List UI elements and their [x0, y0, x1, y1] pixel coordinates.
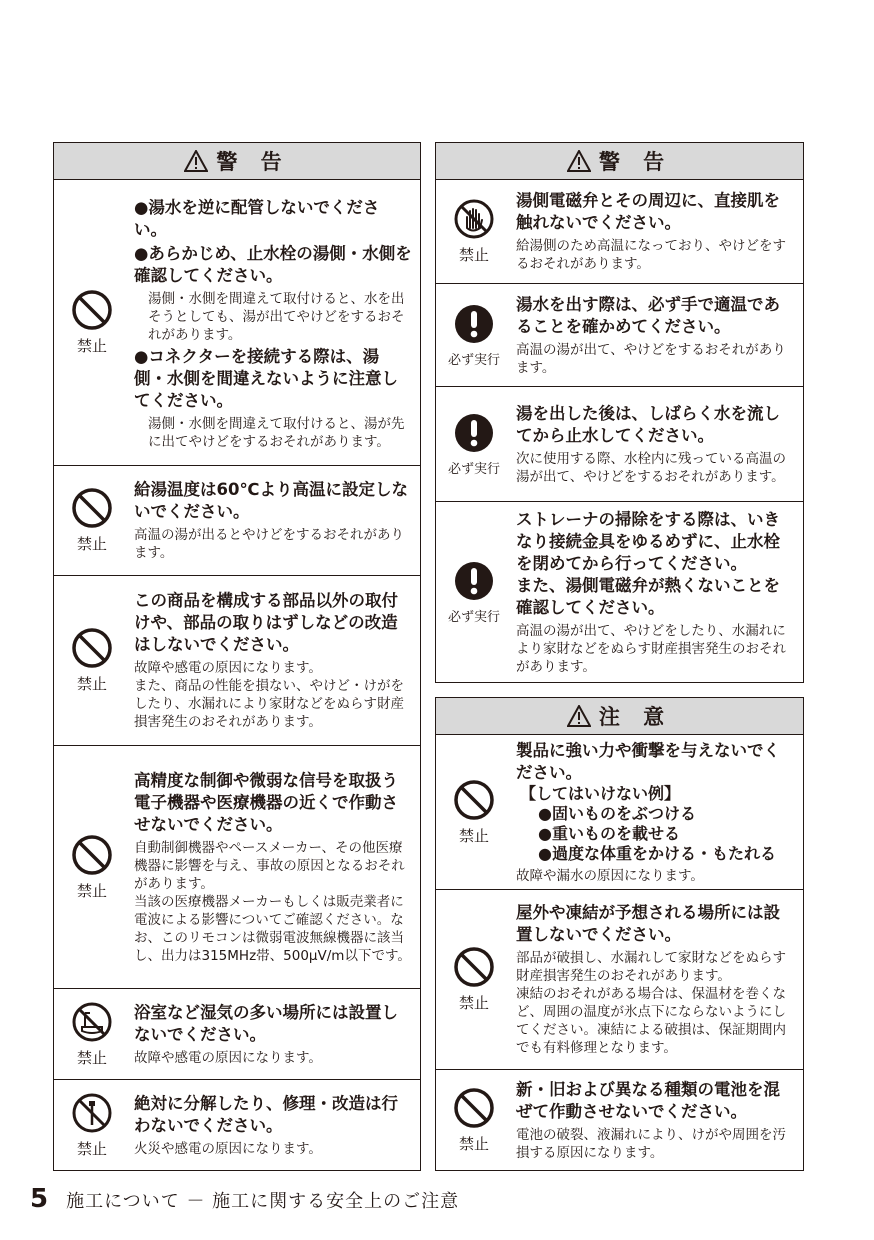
row-body: 高温の湯が出るとやけどをするおそれがあります。 [134, 527, 404, 561]
row-heading: 湯を出した後は、しばらく水を流してから止水してください。 [516, 403, 780, 445]
row-body: 故障や感電の原因になります。 また、商品の性能を損ない、やけど・けがをしたり、水漏れにより家財などをぬらす財産損害発生のおそれがあります。 [134, 660, 404, 730]
icon-cell [436, 180, 512, 283]
warning-row [54, 180, 420, 465]
no-touch-icon [453, 198, 495, 240]
prohibition-icon [71, 487, 113, 529]
row-heading: 新・旧および異なる種類の電池を混ぜて作動させないでください。 [516, 1079, 780, 1121]
prohibition-icon [453, 946, 495, 988]
row-body: 給湯側のため高温になっており、やけどをするおそれがあります。 [516, 238, 786, 272]
row-heading: ストレーナの掃除をする際は、いきなり接続金具をゆるめずに、止水栓を閉めてから行ってください。 また、湯側電磁弁が熱くないことを確認してください。 [516, 509, 780, 617]
text-cell [130, 1080, 420, 1170]
caution-triangle-icon [567, 705, 591, 727]
text-cell [130, 746, 420, 988]
icon-label: 禁止 [76, 675, 107, 693]
caution-row [436, 735, 803, 889]
warning-row [436, 386, 803, 501]
row-body: 部品が破損し、水漏れして家財などをぬらす財産損害発生のおそれがあります。 凍結のおそれがある場合は、保温材を巻くなど、周囲の温度が氷点下にならないようにしてください。凍結による破損は、保証期間内でも有料修理となります。 [516, 950, 786, 1056]
page-number: 5 [30, 1184, 49, 1214]
row-heading: 高精度な制御や微弱な信号を取扱う電子機器や医療機器の近くで作動させないでください。 [134, 770, 398, 834]
mandatory-action-icon [453, 303, 495, 345]
row-body: 火災や感電の原因になります。 [134, 1140, 322, 1157]
row-body: 電池の破裂、液漏れにより、けがや周囲を汚損する原因になります。 [516, 1126, 786, 1161]
icon-cell [436, 890, 512, 1069]
no-bathroom-install-icon [71, 1001, 113, 1043]
caution-row [436, 1069, 803, 1170]
warning-row [436, 283, 803, 386]
icon-cell [54, 466, 130, 575]
warning-box-left [53, 142, 421, 1171]
icon-label: 禁止 [458, 994, 489, 1012]
row-heading: この商品を構成する部品以外の取付けや、部品の取りはずしなどの改造はしないでください。 [134, 591, 398, 654]
row-body: 次に使用する際、水栓内に残っている高温の湯が出て、やけどをするおそれがあります。 [516, 450, 786, 485]
bullet-body: 湯側・水側を間違えて取付けると、湯が先に出てやけどをするおそれがあります。 [148, 415, 405, 450]
warning-header-text: 警 告 [216, 150, 290, 174]
icon-cell [54, 576, 130, 745]
example-item: ●固いものをぶつける [538, 803, 696, 823]
row-body: 高温の湯が出て、やけどをしたり、水漏れにより家財などをぬらす財産損害発生のおそれがあります。 [516, 622, 786, 675]
icon-label: 禁止 [76, 535, 107, 553]
icon-cell [436, 1070, 512, 1170]
prohibition-icon [453, 1087, 495, 1129]
page-footer [30, 1184, 459, 1214]
icon-cell [54, 180, 130, 465]
section-title: 施工について － 施工に関する安全上のご注意 [66, 1191, 460, 1212]
icon-cell [54, 1080, 130, 1170]
icon-label: 必ず実行 [447, 352, 500, 368]
icon-label: 禁止 [458, 1134, 489, 1153]
caution-box [435, 697, 804, 1171]
icon-cell [436, 502, 512, 682]
warning-header [436, 143, 803, 180]
text-cell [130, 180, 420, 465]
icon-label: 禁止 [458, 246, 489, 264]
prohibition-icon [453, 779, 495, 821]
example-item: ●過度な体重をかける・もたれる [538, 843, 776, 863]
row-body: 自動制御機器やペースメーカー、その他医療機器に影響を与え、事故の原因となるおそれがあります。 当該の医療機器メーカーもしくは販売業者に電波による影響についてご確認ください。なお、このリモコンは微弱電波無線機器に該当し、出力は315MHz帯、500μV/m以下です。 [134, 839, 411, 964]
icon-label: 禁止 [458, 826, 489, 845]
icon-cell [54, 989, 130, 1079]
row-body: 故障や感電の原因になります。 [134, 1049, 322, 1066]
warning-row [54, 465, 420, 575]
text-cell [512, 284, 803, 386]
row-heading: 絶対に分解したり、修理・改造は行わないでください。 [134, 1093, 398, 1135]
warning-row [54, 575, 420, 745]
warning-header-text: 警 告 [598, 150, 673, 174]
row-heading: 製品に強い力や衝撃を与えないでください。 [516, 740, 780, 782]
bullet-heading: ●あらかじめ、止水栓の湯側・水側を確認してください。 [134, 243, 412, 285]
bullet-body: 湯側・水側を間違えて取付けると、水を出そうとしても、湯が出てやけどをするおそれがあります。 [148, 290, 405, 343]
text-cell [130, 989, 420, 1079]
row-heading: 給湯温度は60℃より高温に設定しないでください。 [134, 480, 408, 521]
examples-title: 【してはいけない例】 [520, 783, 681, 803]
warning-row [54, 988, 420, 1079]
mandatory-action-icon [453, 560, 495, 602]
warning-row [54, 1079, 420, 1170]
row-heading: 湯水を出す際は、必ず手で適温であることを確かめてください。 [516, 294, 780, 336]
warning-row [436, 180, 803, 283]
warning-triangle-icon [567, 150, 591, 172]
icon-cell [54, 746, 130, 988]
warning-box-right [435, 142, 804, 683]
warning-row [436, 501, 803, 682]
icon-cell [436, 387, 512, 501]
text-cell [512, 180, 803, 283]
icon-label: 禁止 [76, 881, 107, 900]
prohibition-icon [71, 289, 113, 331]
caution-row [436, 889, 803, 1069]
icon-label: 必ず実行 [447, 461, 500, 477]
warning-triangle-icon [184, 150, 208, 172]
icon-cell [436, 735, 512, 889]
row-heading: 浴室など湿気の多い場所には設置しないでください。 [134, 1002, 398, 1044]
icon-label: 禁止 [76, 337, 107, 355]
bullet-heading: ●コネクターを接続する際は、湯側・水側を間違えないように注意してください。 [134, 346, 398, 410]
prohibition-icon [71, 627, 113, 669]
caution-header-text: 注 意 [598, 705, 673, 729]
icon-label: 禁止 [76, 1139, 107, 1158]
row-heading: 湯側電磁弁とその周辺に、直接肌を触れないでください。 [516, 191, 780, 232]
text-cell [512, 735, 803, 889]
text-cell [512, 387, 803, 501]
warning-row [54, 745, 420, 988]
icon-label: 禁止 [76, 1048, 107, 1067]
text-cell [512, 502, 803, 682]
row-body: 故障や漏水の原因になります。 [516, 867, 704, 884]
mandatory-action-icon [453, 412, 495, 454]
text-cell [512, 890, 803, 1069]
text-cell [130, 576, 420, 745]
row-heading: 屋外や凍結が予想される場所には設置しないでください。 [516, 903, 780, 944]
caution-header [436, 698, 803, 735]
prohibition-icon [71, 834, 113, 876]
warning-header [54, 143, 420, 180]
examples-list [516, 784, 795, 864]
row-body: 高温の湯が出て、やけどをするおそれがあります。 [516, 341, 786, 376]
text-cell [130, 466, 420, 575]
no-disassembly-icon [71, 1092, 113, 1134]
icon-cell [436, 284, 512, 386]
bullet-heading: ●湯水を逆に配管しないでください。 [134, 197, 380, 239]
icon-label: 必ず実行 [447, 609, 500, 625]
example-item: ●重いものを載せる [538, 823, 680, 843]
text-cell [512, 1070, 803, 1170]
